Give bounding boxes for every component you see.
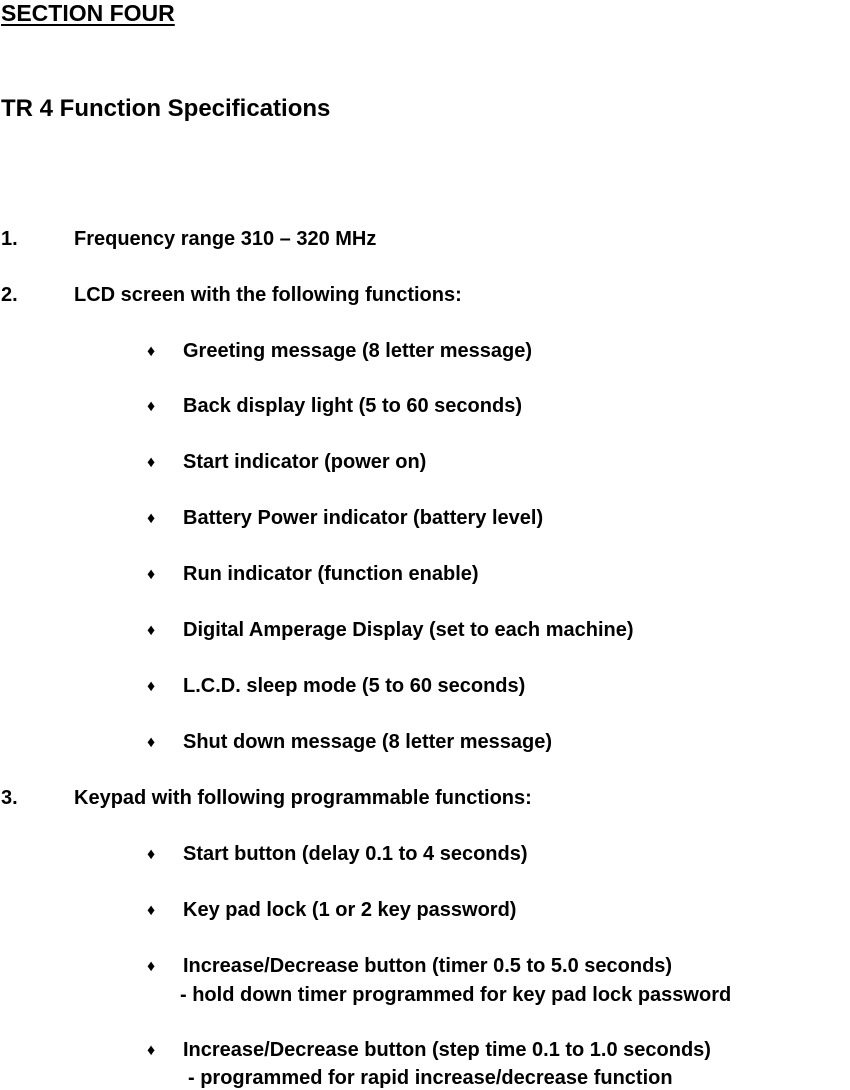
item-text: LCD screen with the following functions: bbox=[74, 284, 462, 306]
diamond-bullet-icon: ♦ bbox=[147, 454, 156, 471]
diamond-bullet-icon: ♦ bbox=[147, 846, 156, 863]
item-text: Keypad with following programmable functions: bbox=[74, 787, 532, 809]
diamond-bullet-icon: ♦ bbox=[147, 678, 156, 695]
document-title: TR 4 Function Specifications bbox=[1, 95, 331, 122]
diamond-bullet-icon: ♦ bbox=[147, 958, 156, 975]
diamond-bullet-icon: ♦ bbox=[147, 622, 156, 639]
diamond-bullet-icon: ♦ bbox=[147, 510, 156, 527]
diamond-bullet-icon: ♦ bbox=[147, 902, 156, 919]
diamond-bullet-icon: ♦ bbox=[147, 734, 156, 751]
diamond-bullet-icon: ♦ bbox=[147, 566, 156, 583]
keypad-function-subline: - hold down timer programmed for key pad lock password bbox=[180, 984, 732, 1006]
item-number: 2. bbox=[1, 284, 18, 306]
keypad-function-subline: - programmed for rapid increase/decrease function bbox=[188, 1067, 673, 1089]
diamond-bullet-icon: ♦ bbox=[147, 398, 156, 415]
diamond-bullet-icon: ♦ bbox=[147, 343, 156, 360]
item-number: 3. bbox=[1, 787, 18, 809]
item-text: Frequency range 310 – 320 MHz bbox=[74, 228, 377, 250]
section-heading: SECTION FOUR bbox=[1, 0, 175, 26]
item-number: 1. bbox=[1, 228, 18, 250]
diamond-bullet-icon: ♦ bbox=[147, 1042, 156, 1059]
